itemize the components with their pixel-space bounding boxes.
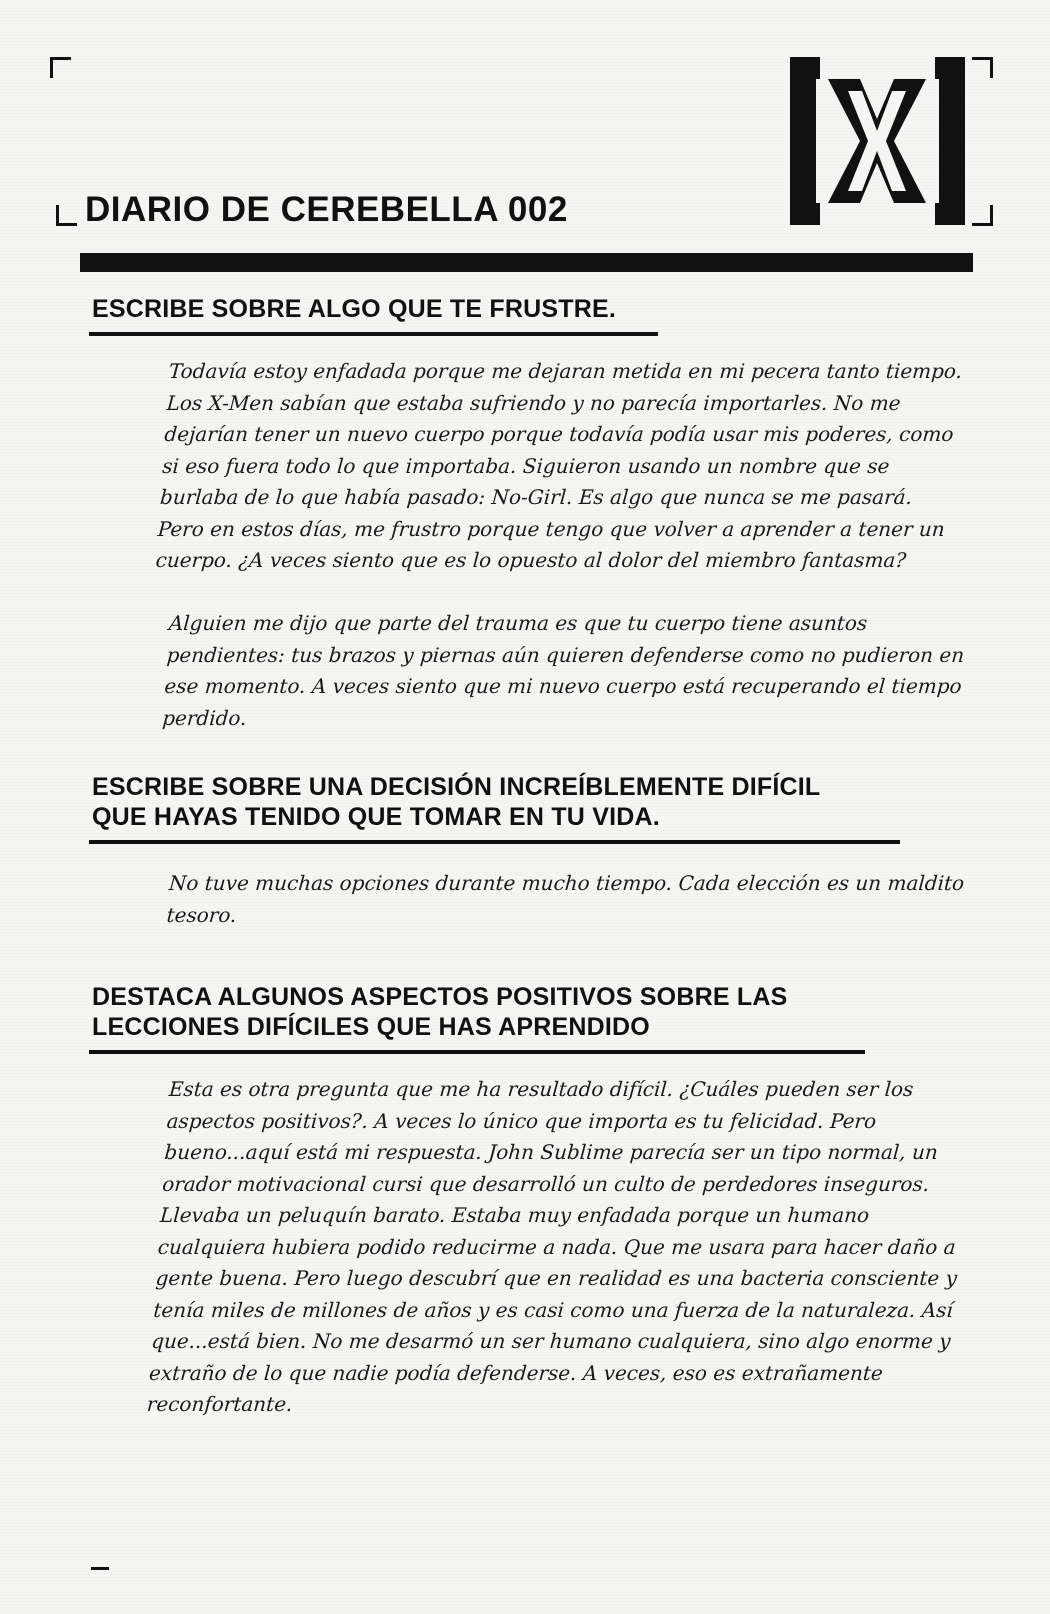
question-line: DESTACA ALGUNOS ASPECTOS POSITIVOS SOBRE LAS [92,983,788,1011]
answer-paragraph: Alguien me dijo que parte del trauma es que tu cuerpo tiene asuntos pendientes: tus brazos y piernas aún quieren defenderse como no pudieron en ese momento. A veces siento que mi nuevo cuerpo está recuperando el tiempo perdido. [161,610,966,729]
answer-paragraph: Todavía estoy enfadada porque me dejaran metida en mi pecera tanto tiempo. Los X-Men sabían que estaba sufriendo y no parecía importarles. No me dejarían tener un nuevo cuerpo porque todavía podía usar mis poderes, como si eso fuera todo lo que importaba. Siguieron usando un nombre que se burlaba de lo que había pasado: No-Girl. Es algo que nunca se me pasará. Pero en estos días, me frustro porque tengo que volver a aprender a tener un cuerpo. ¿A veces siento que es lo opuesto al dolor del miembro fantasma? [154,359,963,572]
question-line: QUE HAYAS TENIDO QUE TOMAR EN TU VIDA. [92,803,660,831]
section-positive-lessons [92,982,972,1421]
section-difficult-decision [92,772,972,931]
answer-paragraph: Esta es otra pregunta que me ha resultado difícil. ¿Cuáles pueden ser los aspectos positivos?. A veces lo único que importa es tu felicidad. Pero bueno...aquí está mi respuesta. John Sublime parecía ser un tipo normal, un orador motivacional cursi que desarrolló un culto de perdedores inseguros. Llevaba un peluquín barato. Estaba muy enfadada porque un humano cualquiera hubiera podido reducirme a nada. Que me usara para hacer daño a gente buena. Pero luego descubrí que en realidad es una bacteria consciente y tenía miles de millones de años y es casi como una fuerza de la naturaleza. Así que...está bien. No me desarmó un ser humano cualquiera, sino algo enorme y extraño de lo que nadie podía defenderse. A veces, eso es extrañamente reconfortante. [146,1077,958,1416]
page-title: DIARIO DE CEREBELLA 002 [85,190,568,229]
question-heading: ESCRIBE SOBRE ALGO QUE TE FRUSTRE. [92,295,616,323]
title-underline-bar [80,253,973,272]
section-frustration [92,294,972,734]
page-number-mark [91,1567,109,1570]
question-line: LECCIONES DIFÍCILES QUE HAS APRENDIDO [92,1013,650,1041]
x-men-logo-icon [790,57,965,225]
corner-mark-bottom-right [972,205,993,226]
question-heading [92,982,865,1050]
corner-mark-top-right [972,57,993,78]
question-line: ESCRIBE SOBRE UNA DECISIÓN INCREÍBLEMENTE DIFÍCIL [92,773,821,801]
corner-mark-bottom-left [56,205,77,226]
answer-paragraph: No tuve muchas opciones durante mucho tiempo. Cada elección es un maldito tesoro. [165,871,966,927]
corner-mark-top-left [50,57,71,78]
question-heading [92,772,900,840]
